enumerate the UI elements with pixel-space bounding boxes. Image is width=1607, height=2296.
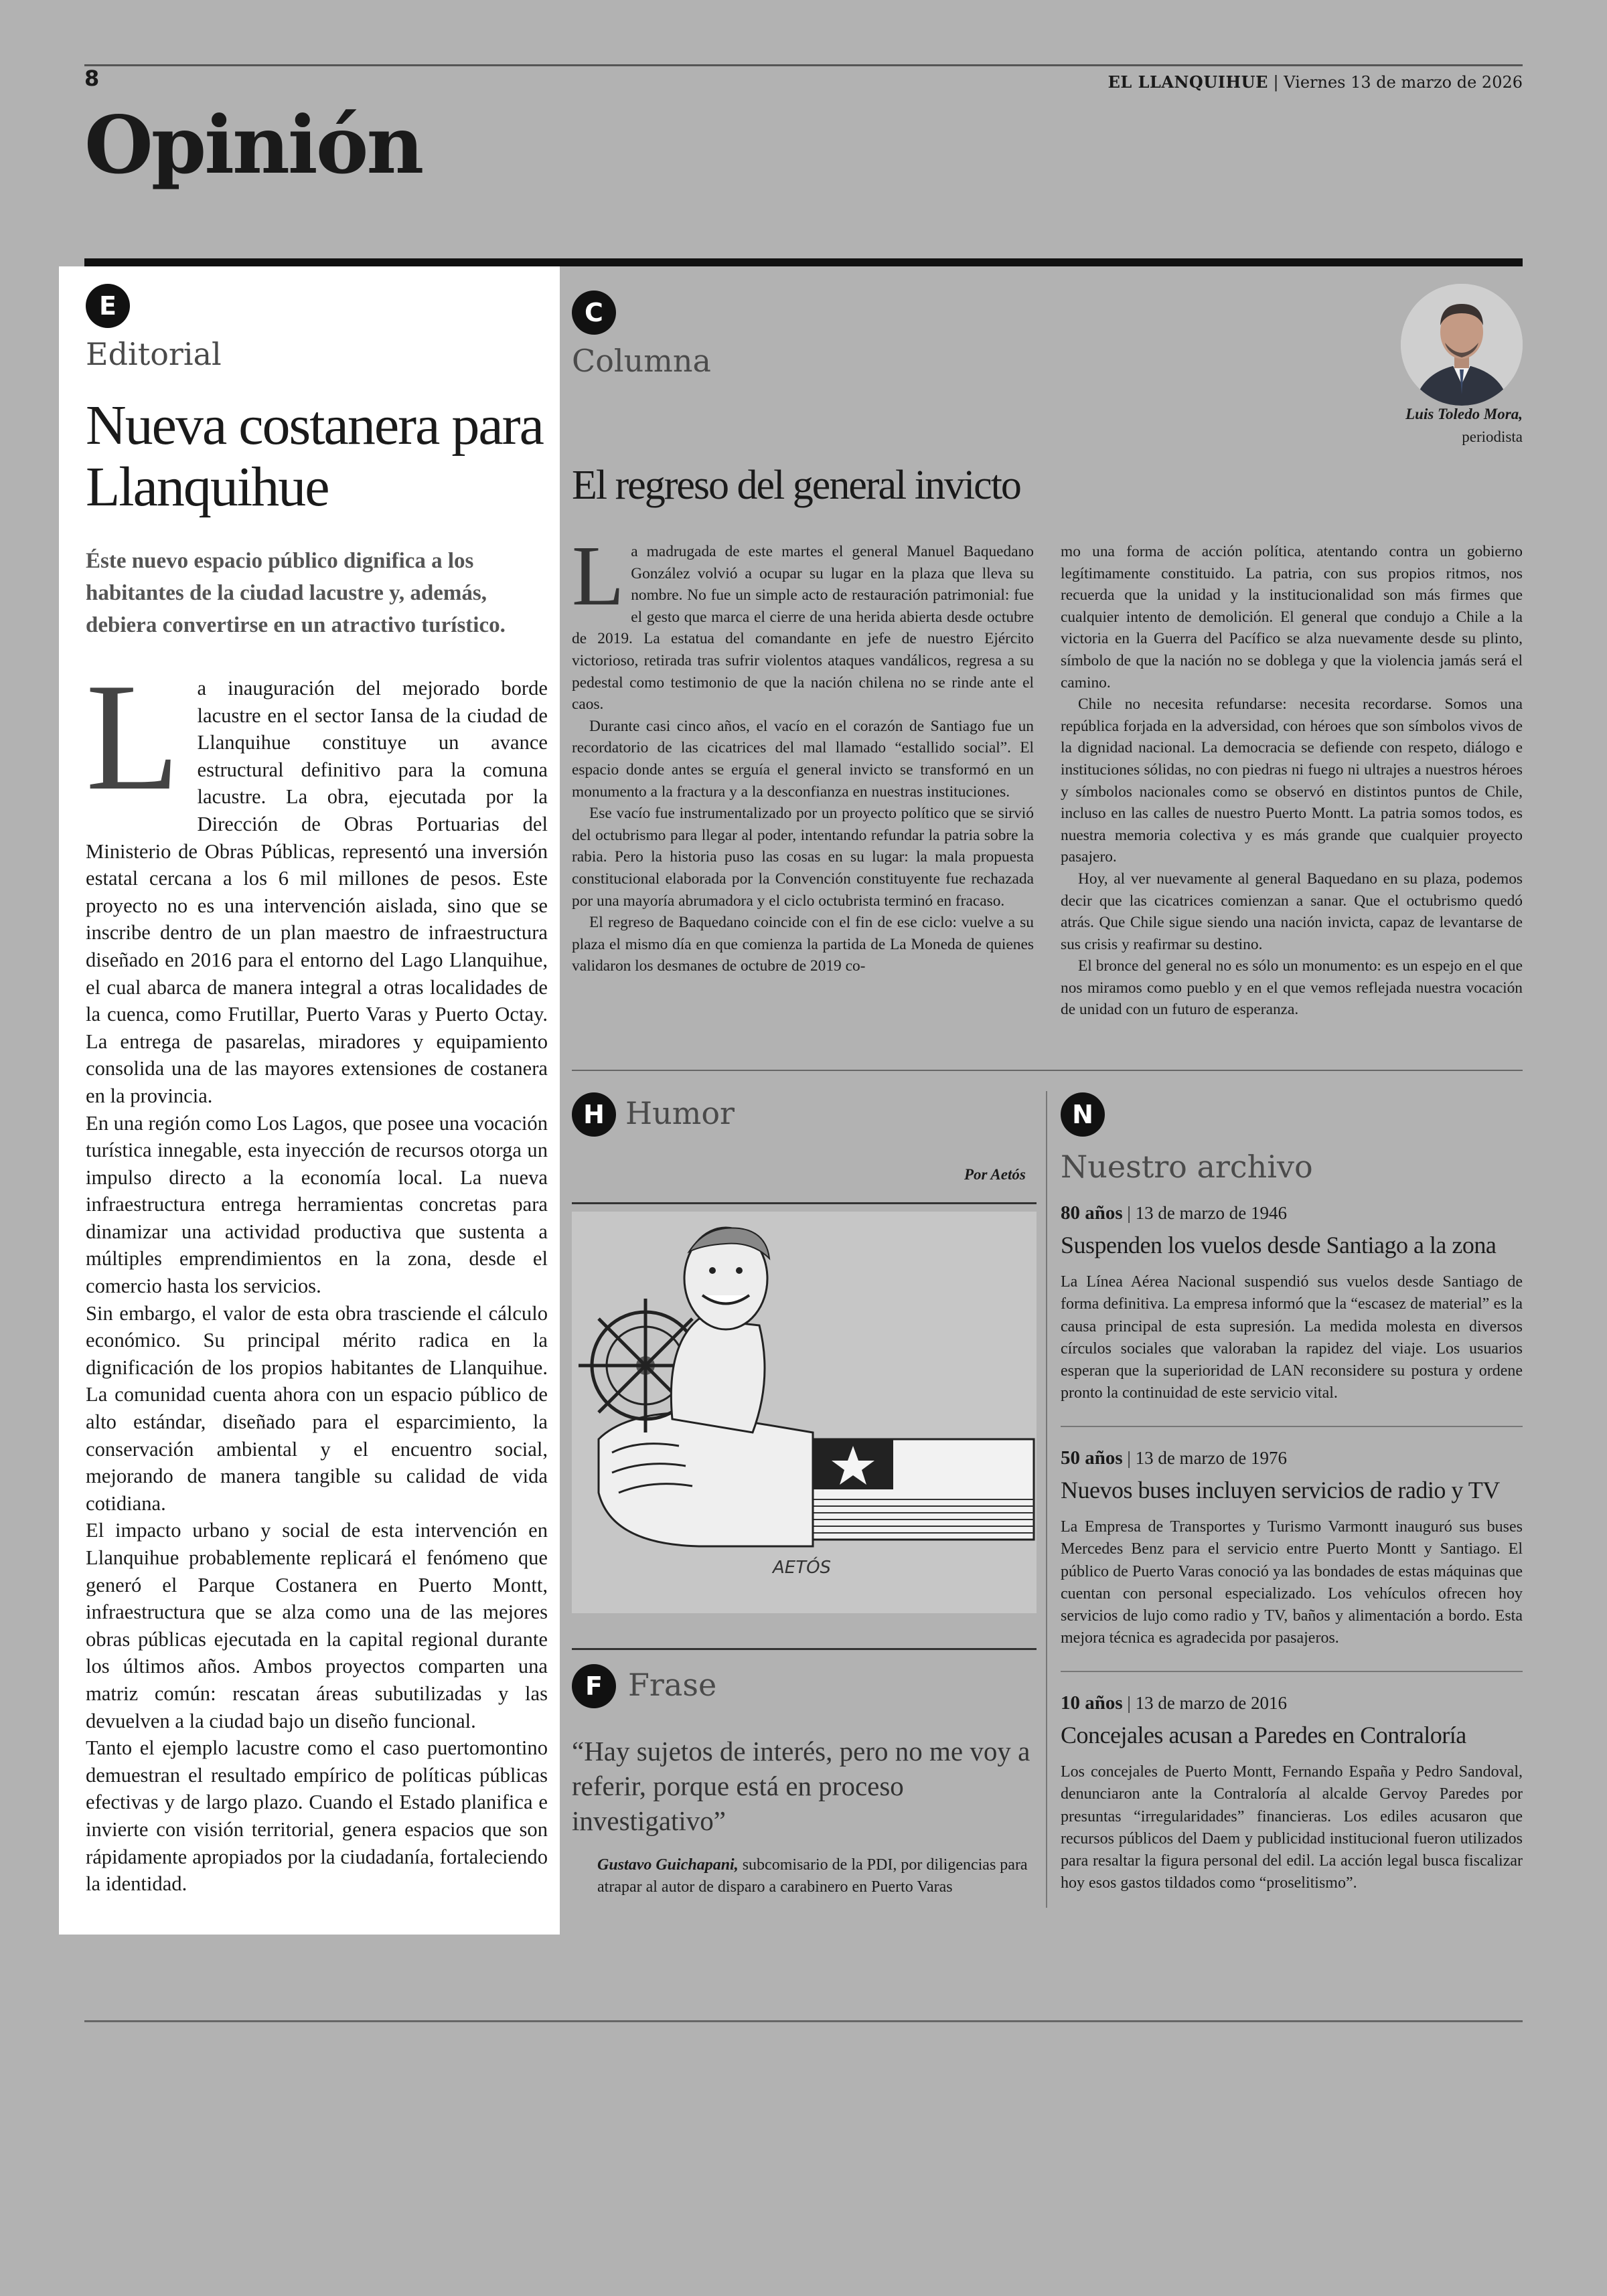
archivo-headline: Suspenden los vuelos desde Santiago a la zona [1061,1232,1497,1258]
columna-paragraph: mo una forma de acción política, atentando contra un gobierno legítimamente constituido. La patria, con sus propios ritmos, nos recuerda que la unidad y la institucionalidad son más firmes que cualquier intento de demolición. El general que condujo a Chile a la victoria en la Guerra del Pacífico se alza nuevamente desde su plinto, símbolo de que la nación no se doblega y que la violencia jamás será el camino. [1061,543,1523,691]
author-name: Luis Toledo Mora, [1405,406,1523,422]
archivo-divider [1061,1426,1523,1427]
columna-kicker: Columna [572,343,711,379]
cartoon-signature: AETÓS [773,1558,832,1578]
columna-paragraph: Chile no necesita refundarse: necesita recordarse. Somos una república forjada en la adversidad, con héroes que son símbolos vivos de la dignidad nacional. La democracia se defiende con respeto, diálogo e instituciones sólidas, no con piedras ni fuego ni ultrajes a nuestros héroes y símbolos nacionales como se observó en distintos puntos de Chile, incluso en las calles de nuestro Puerto Montt. La patria somos todos, es nuestra memoria colectiva y es más grande que cualquier proyecto pasajero. [1061,695,1523,866]
humor-badge: H [572,1092,616,1137]
archivo-item: 10 años | 13 de marzo de 2016 Concejales acusan a Paredes en Contraloría Los concejales de Puerto Montt, Fernando España y Pedro Sandoval, denunciaron ante la Contraloría al alcalde Gervoy Paredes por presuntas “irregularidades” financieras. Los ediles acusaron que recursos públicos del Daem y publicidad institucional fueron utilizados para resaltar la figura personal del edil. La acción legal busca fiscalizar hoy esos gastos tildados como “proselitismo”. [1061,1692,1523,1895]
header-top-rule [84,64,1523,66]
archivo-badge: N [1061,1092,1105,1137]
editorial-body [86,651,548,1898]
frase-badge: F [572,1664,616,1708]
columna-badge: C [572,291,616,335]
archivo-body: La Empresa de Transportes y Turismo Varmontt inauguró sus buses Mercedes Benz para el servicio entre Puerto Montt y Santiago. El público de Puerto Varas conoció ya las bondades de estas máquinas que cuentan con personal especializado. Los vehículos ofrecen hoy servicios de lujo como radio y TV, baños y alimentación a bordo. Esta mejora técnica es agradecida por pasajeros. [1061,1518,1523,1647]
author-photo [1401,284,1523,406]
archivo-body: Los concejales de Puerto Montt, Fernando España y Pedro Sandoval, denunciaron ante la Contraloría al alcalde Gervoy Paredes por presuntas “irregularidades” financieras. Los ediles acusaron que recursos públicos del Daem y publicidad institucional fueron utilizados para resaltar la figura personal del edil. La acción legal busca fiscalizar hoy esos gastos tildados como “proselitismo”. [1061,1763,1523,1892]
columna-paragraph: Hoy, al ver nuevamente al general Baquedano en su plaza, podemos decir que las cicatrices comienzan a sanar. Que el octubrismo quedó atrás. Que Chile sigue siendo una nación invicta, capaz de levantarse de sus crisis y reafirmar su destino. [1061,870,1523,953]
archivo-kicker: Nuestro archivo [1061,1149,1313,1185]
archivo-years: 80 años [1061,1202,1123,1224]
archivo-years: 10 años [1061,1692,1123,1714]
humor-byline: Por Aetós [964,1166,1026,1183]
frase-credit-name: Gustavo Guichapani, [597,1856,739,1874]
editorial-paragraph: a inauguración del mejorado borde lacustre en el sector Iansa de la ciudad de Llanquihue constituye un avance estructural definitivo para la comuna lacustre. La obra, ejecutada por la Dirección de Obras Portuarias del Ministerio de Obras Públicas, representó una inversión estatal cercana a los 6 mil millones de pesos. Este proyecto no es una intervención aislada, sino que se inscribe dentro de un plan maestro de infraestructura diseñado en 2016 para el entorno del Lago Llanquihue, el cual abarca de manera integral a otras localidades de la cuenca, como Frutillar, Puerto Varas y Puerto Octay. La entrega de pasarelas, miradores y equipamiento consolida una de las mayores extensiones de costanera en la provincia. [86,677,548,1107]
editorial-headline: Nueva costanera para Llanquihue [86,394,543,518]
archivo-headline: Nuevos buses incluyen servicios de radio y TV [1061,1477,1500,1503]
humor-kicker: Humor [625,1095,735,1131]
page-number: 8 [84,66,100,91]
columna-paragraph: El regreso de Baquedano coincide con el fin de ese ciclo: vuelve a su plaza el mismo día en que comienza la partida de La Moneda de quienes validaron los desmanes de octubre de 2019 co- [572,914,1034,975]
archivo-item: 50 años | 13 de marzo de 1976 Nuevos buses incluyen servicios de radio y TV La Empresa de Transportes y Turismo Varmontt inauguró sus buses Mercedes Benz para el servicio entre Puerto Montt y Santiago. El público de Puerto Varas conoció ya las bondades de estas máquinas que cuentan con personal especializado. Los vehículos ofrecen hoy servicios de lujo como radio y TV, baños y alimentación a bordo. Esta mejora técnica es agradecida por pasajeros. [1061,1447,1523,1650]
archivo-headline: Concejales acusan a Paredes en Contraloría [1061,1722,1466,1748]
columna-paragraph: Durante casi cinco años, el vacío en el corazón de Santiago fue un recordatorio de las cicatrices del mal llamado “estallido social”. El espacio donde antes se erguía el general invicto se transformó en un monumento a la fractura y a la desconfianza en nuestras instituciones. [572,717,1034,801]
editorial-paragraph: El impacto urbano y social de esta intervención en Llanquihue probablemente replicará el fenómeno que generó el Parque Costanera en Puerto Montt, infraestructura que se alza como una de las mejores obras públicas ejecutada en la capital regional durante los últimos años. Ambos proyectos comparten una matriz común: rescatan áreas subutilizadas y las devuelven a la ciudad bajo un diseño funcional. [86,1519,548,1732]
footer-rule [84,2020,1523,2022]
archivo-date: 13 de marzo de 1946 [1135,1203,1288,1223]
humor-rule [572,1202,1037,1204]
columna-paragraph: Ese vacío fue instrumentalizado por un proyecto político que se sirvió del octubrismo para llegar al poder, intentando refundar la patria sobre la rabia. Pero la historia puso las cosas en su lugar: la mala propuesta constitucional elaborada por la Convención constituyente fue rechazada por una mayoría abrumadora y el ciclo octubrista terminó en fracaso. [572,805,1034,910]
archivo-date: 13 de marzo de 2016 [1135,1693,1288,1713]
archivo-date: 13 de marzo de 1976 [1135,1448,1288,1468]
frase-credit-text: subcomisario de la PDI, por diligencias para atrapar al autor de disparo a carabinero en Puerto Varas [597,1856,1028,1896]
cartoon-ship-wheel-flag-icon [572,1212,1037,1613]
editorial-badge: E [86,284,130,328]
columna-paragraph: El bronce del general no es sólo un monumento: es un espejo en el que nos miramos como pueblo y en el que vemos reflejada nuestra vocación de unidad con un futuro de esperanza. [1061,957,1523,1019]
editorial-kicker: Editorial [86,336,222,372]
frase-kicker: Frase [628,1667,717,1703]
masthead: EL LLANQUIHUE | Viernes 13 de marzo de 2026 [1107,72,1523,92]
archivo-divider [1061,1671,1523,1672]
frase-credit [597,1854,1037,1898]
editorial-paragraph: Tanto el ejemplo lacustre como el caso puertomontino demuestran el resultado empírico de políticas públicas efectivas y de largo plazo. Cuando el Estado planifica e invierte con visión territorial, genera espacios que son rápidamente apropiados por la ciudadanía, fortaleciendo la identidad. [86,1736,548,1896]
humor-bottom-rule [572,1648,1037,1650]
frase-quote: “Hay sujetos de interés, pero no me voy a referir, porque está en proceso investigativo” [572,1736,1030,1836]
section-title: Opinión [84,98,423,191]
columna-dropcap: L [572,528,625,623]
lower-column-divider [1046,1091,1047,1908]
columna-paragraph: a madrugada de este martes el general Manuel Baquedano González volvió a ocupar su lugar en la plaza que lleva su nombre. No fue un simple acto de restauración patrimonial: fue el gesto que marca el cierre de una herida abierta desde octubre de 2019. La estatua del comandante en jefe de nuestro Ejército victorioso, retirada tras sufrir violentos ataques vandálicos, regresa a su pedestal como testimonio de que la nación chilena no se rinde ante el caos. [572,543,1034,714]
archivo-item: 80 años | 13 de marzo de 1946 Suspenden los vuelos desde Santiago a la zona La Línea Aérea Nacional suspendió sus vuelos desde Santiago de forma definitiva. La empresa informó que la “escasez de material” es la causa principal de esta supresión. La medida molesta en diversos círculos sociales que valoraban la rapidez del viaje. Los usuarios esperan que la superioridad de LAN reconsidere su postura y ordene pronto la continuidad de este servicio vital. [1061,1202,1523,1405]
editorial-dropcap: L [86,651,180,822]
columna-headline: El regreso del general invicto [572,463,1020,508]
editorial-paragraph: Sin embargo, el valor de esta obra trasciende el cálculo económico. Su principal mérito radica en la dignificación de los propios habitantes de Llanquihue. La comunidad cuenta ahora con un espacio público de alto estándar, diseñado para el esparcimiento, la conservación ambiental y el encuentro social, mejorando de manera tangible su calidad de vida cotidiana. [86,1301,548,1515]
section-thick-rule [84,258,1523,266]
archivo-years: 50 años [1061,1447,1123,1469]
columna-bottom-rule [572,1070,1523,1071]
columna-text-col2 [1061,541,1523,1021]
archivo-body: La Línea Aérea Nacional suspendió sus vuelos desde Santiago de forma definitiva. La empresa informó que la “escasez de material” es la causa principal de esta supresión. La medida molesta en diversos círculos sociales que valoraban la rapidez del viaje. Los usuarios esperan que la superioridad de LAN reconsidere su postura y ordene pronto la continuidad de este servicio vital. [1061,1273,1523,1402]
newspaper-name: EL LLANQUIHUE [1107,72,1268,92]
editorial-deck: Éste nuevo espacio público dignifica a los habitantes de la ciudad lacustre y, además, debiera convertirse en un atractivo turístico. [86,549,506,637]
columna-text-col1 [572,528,1034,977]
author-portrait-icon [1401,284,1523,406]
issue-date: Viernes 13 de marzo de 2026 [1284,73,1523,92]
editorial-paragraph: En una región como Los Lagos, que posee una vocación turística innegable, esta inyección de recursos otorga un impulso directo a la economía local. La nueva infraestructura entrega herramientas concretas para dinamizar una actividad productiva que sustenta a múltiples emprendimientos en la zona, desde el comercio hasta los servicios. [86,1111,548,1298]
humor-cartoon [572,1212,1037,1613]
author-role: periodista [1462,428,1523,445]
